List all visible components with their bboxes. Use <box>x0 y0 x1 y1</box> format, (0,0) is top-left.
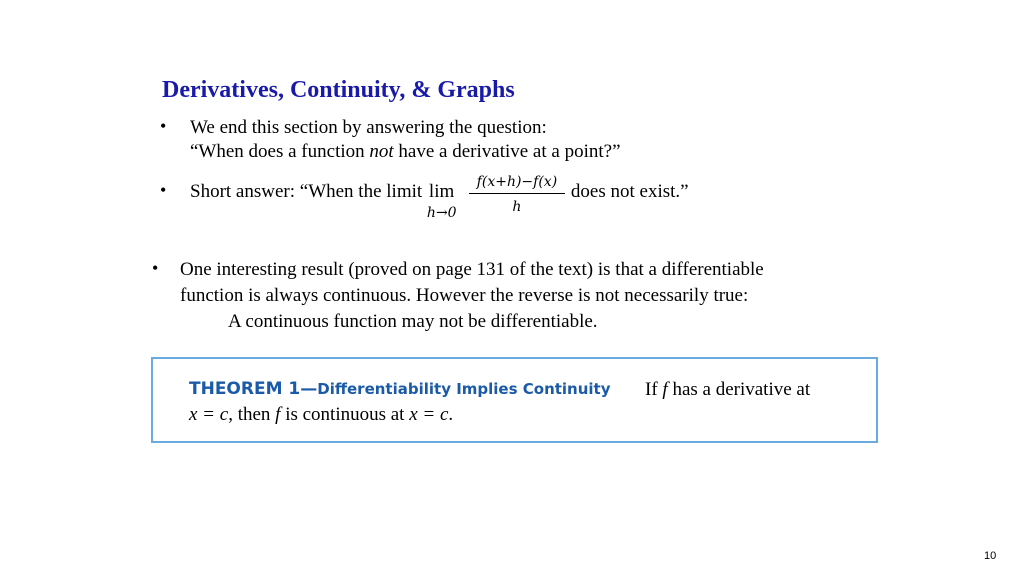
difference-quotient <box>467 174 567 215</box>
bullet-marker: • <box>160 180 167 200</box>
theorem-text: If <box>645 379 663 400</box>
theorem-statement-end <box>189 404 453 426</box>
slide-title: Derivatives, Continuity, & Graphs <box>162 77 515 103</box>
bullet2 <box>190 174 689 221</box>
lim-subscript: h→0 <box>426 205 457 221</box>
theorem-variable: f <box>275 404 281 425</box>
theorem-box <box>151 357 878 443</box>
bullet1-line2-prefix: “When does a function <box>190 141 370 162</box>
bullet1-line1: We end this section by answering the question: <box>190 117 547 138</box>
theorem-text: is continuous at <box>280 404 410 425</box>
theorem-text: . <box>448 404 454 425</box>
bullet2-prefix: Short answer: “When the limit <box>190 181 427 202</box>
lim-word: lim <box>428 181 455 202</box>
fraction-denominator: h <box>512 199 522 215</box>
bullet-marker: • <box>160 116 167 136</box>
theorem-label: THEOREM 1 <box>189 379 301 399</box>
limit-expression <box>426 180 467 221</box>
theorem-variable: x = c <box>189 404 229 425</box>
page-number: 10 <box>984 550 997 562</box>
bullet1-line2 <box>190 140 621 164</box>
bullet-marker: • <box>152 258 159 278</box>
bullet3-line3: A continuous function may not be differentiable. <box>228 311 598 332</box>
theorem-name: Differentiability Implies Continuity <box>317 380 611 398</box>
theorem-variable: f <box>662 379 668 400</box>
bullet1-line2-emphasis: not <box>369 141 394 162</box>
theorem-text: has a derivative at <box>667 379 811 400</box>
theorem-variable: x = c <box>409 404 449 425</box>
bullet1-line2-suffix: have a derivative at a point?” <box>393 141 621 162</box>
theorem-statement-start <box>645 379 810 401</box>
theorem-dash: — <box>300 379 318 399</box>
theorem-text: , then <box>228 404 276 425</box>
fraction-bar <box>469 193 565 194</box>
bullet3-line2: function is always continuous. However the reverse is not necessarily true: <box>180 285 749 306</box>
bullet2-suffix: does not exist.” <box>570 181 689 202</box>
theorem-heading <box>189 379 611 399</box>
bullet3-line1: One interesting result (proved on page 131 of the text) is that a differentiable <box>180 259 764 280</box>
fraction-numerator: f(x+h)−f(x) <box>476 174 558 190</box>
